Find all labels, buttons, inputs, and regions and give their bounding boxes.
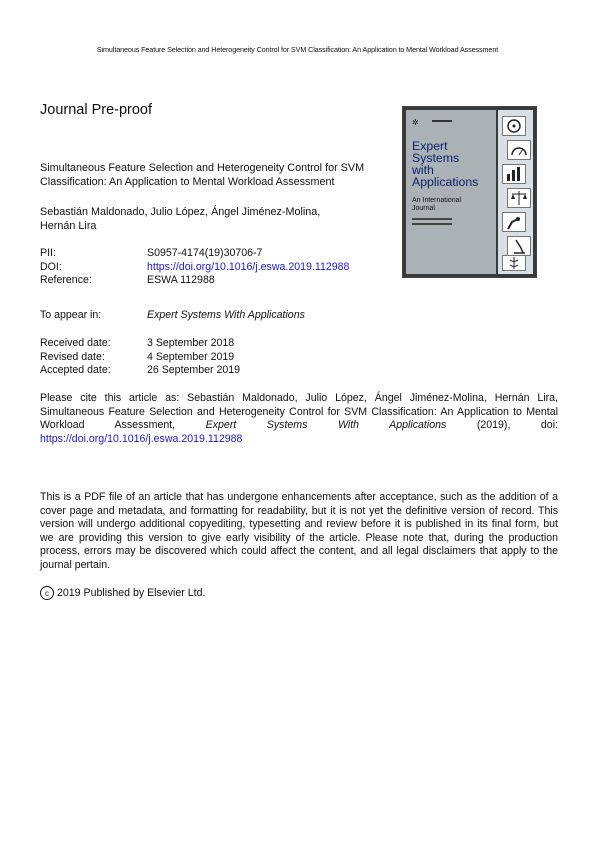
scales-icon bbox=[507, 188, 531, 208]
caduceus-icon bbox=[502, 255, 526, 271]
revised-label: Revised date: bbox=[40, 350, 105, 363]
revised-value: 4 September 2019 bbox=[147, 350, 235, 363]
cover-subtitle bbox=[412, 197, 461, 213]
running-head: Simultaneous Feature Selection and Heterogeneity Control for SVM Classification: An Application to Mental Workload Assessment bbox=[96, 45, 499, 54]
cover-title bbox=[412, 140, 478, 188]
steering-wheel-icon bbox=[502, 116, 526, 136]
appear-label: To appear in: bbox=[40, 309, 102, 321]
cover-editor-lines bbox=[412, 218, 452, 228]
citation-paragraph bbox=[40, 392, 558, 446]
article-title bbox=[40, 161, 375, 189]
authors bbox=[40, 206, 350, 233]
cover-subtitle-line: Journal bbox=[412, 205, 435, 212]
cover-subtitle-line: An International bbox=[412, 197, 462, 204]
copyright-text: 2019 Published by Elsevier Ltd. bbox=[57, 587, 206, 599]
copyright-line bbox=[40, 586, 205, 600]
accepted-value: 26 September 2019 bbox=[147, 364, 241, 376]
cover-title-line: with bbox=[412, 163, 434, 177]
copyright-icon: c bbox=[40, 586, 54, 600]
cover-publisher-mark bbox=[432, 120, 452, 122]
appear-block bbox=[40, 309, 305, 323]
reference-label: Reference: bbox=[40, 274, 92, 286]
received-value: 3 September 2018 bbox=[147, 337, 235, 349]
citation-doi-link[interactable]: https://doi.org/10.1016/j.eswa.2019.112988 bbox=[40, 432, 243, 445]
meta-block bbox=[40, 247, 349, 288]
citation-year: (2019), doi: bbox=[446, 419, 558, 432]
title-line: Classification: An Application to Mental Workload Assessment bbox=[40, 176, 335, 188]
citation-text: Please cite this article as: Sebastián Maldonado, Julio López, Ángel Jiménez-Molina, Hernán Lira, Simultaneous Feature Selection and Heterogeneity Control for SVM Classification: An Application to Mental Workload Assessment, bbox=[40, 392, 558, 432]
journal-preproof-heading: Journal Pre-proof bbox=[40, 102, 153, 118]
cover-icon-strip bbox=[498, 110, 533, 274]
authors-line: Sebastián Maldonado, Julio López, Ángel Jiménez-Molina, bbox=[40, 206, 321, 218]
cover-title-line: Systems bbox=[412, 151, 460, 165]
received-label: Received date: bbox=[40, 337, 111, 349]
pii-label: PII: bbox=[40, 247, 56, 259]
reference-value: ESWA 112988 bbox=[147, 274, 215, 286]
doi-label: DOI: bbox=[40, 260, 62, 273]
cover-title-line: Expert bbox=[412, 139, 448, 153]
elsevier-logo-icon: ✲ bbox=[412, 118, 419, 127]
title-line: Simultaneous Feature Selection and Heterogeneity Control for SVM bbox=[40, 162, 365, 174]
authors-line: Hernán Lira bbox=[40, 219, 97, 232]
accepted-label: Accepted date: bbox=[40, 364, 111, 376]
journal-cover bbox=[402, 106, 537, 278]
microscope-icon bbox=[507, 236, 531, 256]
dates-block bbox=[40, 337, 240, 378]
preproof-note: This is a PDF file of an article that has undergone enhancements after acceptance, such as the addition of a cover page and metadata, and formatting for readability, but it is not yet the definitive version of record. This version will undergo additional copyediting, typesetting and review before it is published in its final form, but we are providing this version to give early visibility of the article. Please note that, during the production process, errors may be discovered which could affect the content, and all legal disclaimers that apply to the journal pertain. bbox=[40, 491, 558, 571]
pii-value: S0957-4174(19)30706-7 bbox=[147, 247, 263, 259]
citation-journal: Expert Systems With Applications bbox=[205, 419, 447, 432]
doi-link[interactable]: https://doi.org/10.1016/j.eswa.2019.112988 bbox=[147, 260, 350, 273]
robot-arm-icon bbox=[502, 212, 526, 232]
appear-value: Expert Systems With Applications bbox=[147, 309, 305, 321]
bar-chart-icon bbox=[502, 164, 526, 184]
cover-panel bbox=[406, 110, 496, 274]
cover-title-line: Applications bbox=[412, 175, 479, 189]
gauge-icon bbox=[507, 140, 531, 160]
